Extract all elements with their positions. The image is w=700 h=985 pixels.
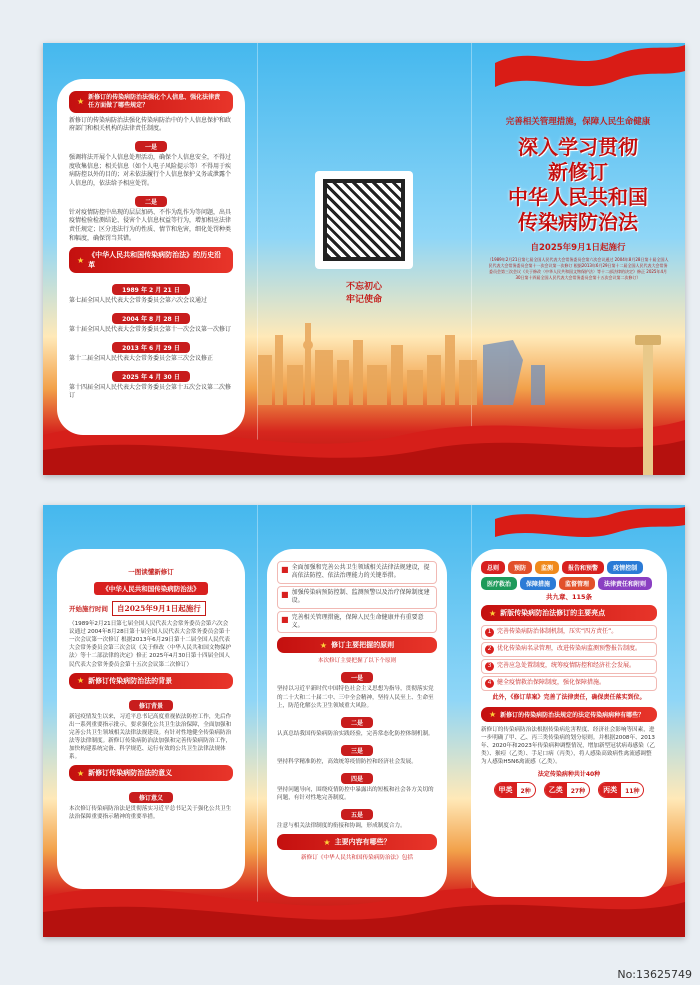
star-icon: ★ bbox=[77, 96, 85, 106]
chapter-count: 共九章、115条 bbox=[545, 593, 593, 601]
sub-label: 修订背景 bbox=[129, 700, 173, 711]
cover-title-line: 深入学习贯彻 bbox=[518, 135, 638, 159]
history-date-wrap bbox=[69, 364, 233, 384]
principle-label: 五是 bbox=[341, 809, 373, 820]
section-header bbox=[69, 247, 233, 273]
section-title: 主要内容有哪些？ bbox=[334, 838, 391, 847]
star-icon: ■ bbox=[281, 565, 289, 574]
principle-text: 认真总结我国传染病防治实践经验，完善常态化防控体制机制。 bbox=[277, 730, 434, 737]
disease-class-count: 2种 bbox=[520, 787, 531, 795]
key-point-text: 加强传染病预防控制、监测预警以及治疗保障制度建设。 bbox=[291, 588, 430, 605]
history-list bbox=[69, 277, 233, 400]
section-title: 新修订传染病防治法的背景 bbox=[88, 676, 173, 685]
huabiao-pillar-illustration bbox=[633, 325, 663, 475]
principle-text: 坚持以习近平新时代中国特色社会主义思想为指导，贯彻落实党的二十大和二十届二中、三中全会精神，坚持人民至上、生命至上，防范化解公共卫生领域重大风险。 bbox=[277, 686, 434, 709]
disease-classes bbox=[481, 782, 657, 798]
section-title: 新修订传染病防治法的意义 bbox=[88, 769, 173, 778]
section-header bbox=[69, 673, 233, 689]
key-point bbox=[277, 586, 437, 609]
section-title: 新版传染病防治法修订的主要亮点 bbox=[500, 609, 606, 617]
highlight-item bbox=[481, 676, 657, 691]
history-text: 第十届全国人民代表大会常务委员会第十一次会议第一次修订 bbox=[69, 326, 232, 334]
highlight-text: 完善应急处置制度，统筹疫情防控和经济社会发展。 bbox=[497, 662, 636, 669]
star-icon: ■ bbox=[281, 589, 289, 599]
history-date-wrap bbox=[69, 277, 233, 297]
chapter-tag: 保障措施 bbox=[520, 577, 556, 590]
panel-left-card bbox=[57, 549, 245, 889]
key-points-list bbox=[277, 561, 437, 633]
cover-title-line: 新修订 bbox=[548, 160, 608, 184]
banner-line: 一图读懂新修订 bbox=[128, 568, 174, 576]
legal-history-text: （1989年2月21日第七届全国人民代表大会常务委员会第六次会议通过 2004年8月28日第十届全国人民代表大会常务委员会第十一次会议第一次修订 根据2013年6月29日第十二届全国人民代表大会常务委员会第三次会议《关于修改〈中华人民共和国文物保护法〉等十二部法律的决定》修正 2025年4月30日第十四届全国人民代表大会常务委员会第十五次会议第二次修订） bbox=[69, 621, 232, 668]
stamp-value: 自2025年9月1日起施行 bbox=[112, 601, 206, 616]
chapter-tag: 总则 bbox=[481, 561, 505, 574]
key-point-text: 完善相关管理措施，保障人民生命健康并有重要意义。 bbox=[291, 613, 424, 629]
intro-text: 新修订的传染病防治法强化传染病防治中的个人信息保护和政府部门和相关机构的法律责任制度。 bbox=[69, 116, 232, 133]
chapter-tag: 法律责任和附则 bbox=[598, 577, 652, 590]
content-text: 新修订《中华人民共和国传染病防治法》包括 bbox=[301, 855, 413, 862]
disease-class-name: 乙类 bbox=[545, 783, 567, 797]
effective-date: 自2025年9月1日起施行 bbox=[530, 243, 626, 253]
star-icon: ★ bbox=[319, 640, 328, 650]
watermark-id: No:13625749 bbox=[617, 968, 692, 981]
principle-label: 三是 bbox=[341, 745, 373, 756]
cover-title-line: 中华人民共和国 bbox=[508, 185, 648, 209]
chapter-tag: 疫情控制 bbox=[607, 561, 643, 574]
history-item bbox=[69, 335, 233, 364]
classification-total: 法定传染病种共计40种 bbox=[537, 771, 601, 779]
banner-line: 《中华人民共和国传染病防治法》 bbox=[94, 582, 208, 595]
history-date: 2025 年 4 月 30 日 bbox=[112, 371, 190, 382]
star-icon: ★ bbox=[323, 837, 331, 847]
principle-text: 坚持科学精准防控，高效统筹疫情防控和经济社会发展。 bbox=[277, 758, 417, 765]
significance-text: 本次修订传染病防治法是贯彻落实习近平总书记关于强化公共卫生法治保障重要指示精神的重要举措。 bbox=[69, 806, 232, 821]
banner-block bbox=[69, 567, 233, 595]
star-icon: ★ bbox=[489, 709, 497, 719]
star-icon: ★ bbox=[489, 608, 497, 618]
highlight-text: 优化传染病名录管理，改进传染病监测预警报告制度。 bbox=[497, 645, 642, 652]
principle-text: 坚持问题导向，围绕疫情防控中暴露出的短板和社会各方关切的问题，有针对性地完善制度。 bbox=[277, 787, 434, 802]
disease-class bbox=[598, 782, 644, 798]
key-point-text: 全面加强和完善公共卫生领域相关法律法规建设，提高依法防控、依法治理能力的关键举措。 bbox=[291, 564, 430, 580]
section-title: 新修订的传染病防治法强化个人信息、强化法律责任方面做了哪些规定？ bbox=[88, 94, 221, 109]
history-date-wrap bbox=[69, 335, 233, 355]
highlight-number: 2 bbox=[485, 645, 494, 654]
history-item bbox=[69, 277, 233, 306]
history-item bbox=[69, 364, 233, 401]
highlights-list bbox=[481, 625, 657, 691]
history-date: 1989 年 2 月 21 日 bbox=[112, 284, 190, 295]
panel-right-card bbox=[471, 549, 667, 897]
principle-label: 二是 bbox=[341, 717, 373, 728]
chapter-tags bbox=[481, 561, 657, 590]
principle-label-wrap bbox=[277, 802, 437, 822]
stamp-label: 开始施行时间 bbox=[69, 605, 108, 613]
disease-class-name: 甲类 bbox=[495, 783, 517, 797]
principle-label-wrap bbox=[277, 665, 437, 685]
red-flag-ribbon bbox=[495, 505, 685, 545]
highlight-text: 完善传染病防治体制机制，压实“四方责任”。 bbox=[497, 628, 618, 635]
star-icon: ★ bbox=[77, 676, 85, 686]
section-header bbox=[69, 765, 233, 781]
cover-panel bbox=[481, 115, 675, 281]
principle-label-wrap bbox=[277, 738, 437, 758]
chapter-tag: 报告和预警 bbox=[562, 561, 604, 574]
summary-text: 此外，《修订草案》完善了法律责任，确保责任落实到位。 bbox=[492, 694, 646, 701]
key-point bbox=[277, 611, 437, 634]
point-label: 二是 bbox=[135, 196, 167, 207]
section-title: 修订主要把握的原则 bbox=[331, 641, 395, 650]
star-icon: ★ bbox=[77, 768, 85, 778]
panel-middle-card bbox=[267, 549, 447, 897]
principle-label-wrap bbox=[277, 710, 437, 730]
highlight-text: 健全疫情救治保障制度，强化保障措施。 bbox=[497, 679, 606, 686]
history-item bbox=[69, 306, 233, 335]
principles-list bbox=[277, 665, 437, 830]
point-text: 强调将法开展个人信息处理活动，确保个人信息安全，不得过度收集信息；相关信息（如个人电子风险提示等）不得用于疾病防控以外的目的；对未依法履行个人信息保护义务或泄露个人信息的，依法给予相应处罚。 bbox=[69, 153, 232, 188]
cover-legal-history: （1989年2月21日第七届全国人民代表大会常务委员会第六次会议通过 2004年8月28日第十届全国人民代表大会常务委员会第十一次会议第一次修订 根据2013年6月29日第十二届全国人民代表大会常务委员会第三次会议《关于修改〈中华人民共和国文物保护法〉等十二部法律的决定》修正 2025年4月30日第十四届全国人民代表大会常务委员会第十五次会议第二次修订） bbox=[487, 257, 669, 280]
point-label: 一是 bbox=[135, 141, 167, 152]
highlight-number: 3 bbox=[485, 662, 494, 671]
principle-label: 四是 bbox=[341, 773, 373, 784]
brochure-inside-sheet bbox=[43, 505, 685, 937]
qr-code-icon bbox=[323, 179, 405, 261]
section-header bbox=[69, 91, 233, 113]
highlight-number: 4 bbox=[485, 679, 494, 688]
panel-left-card bbox=[57, 79, 245, 435]
section-title: 新修订的传染病防治法规定的法定传染病病种有哪些？ bbox=[500, 711, 645, 719]
effective-stamp bbox=[69, 601, 233, 616]
star-icon: ★ bbox=[77, 255, 85, 265]
brochure-front-sheet bbox=[43, 43, 685, 475]
principle-label-wrap bbox=[277, 766, 437, 786]
principle-text: 注意与相关法律制度的衔接和协调，形成制度合力。 bbox=[277, 823, 406, 830]
history-date: 2004 年 8 月 28 日 bbox=[112, 313, 190, 324]
classification-text: 新修订的传染病防治法根据传染病危害程度、经济社会影响等因素，进一步明确了甲、乙、丙三类传染病的划分原则。并根据2008年、2013年、2020年和2023年传染病种调整情况，增加新型冠状病毒感染（乙类）、猴痘（乙类）、手足口病（丙类），将人感染高致病性禽流感调整为人感染H5N6禽流感（乙类）。 bbox=[481, 726, 655, 766]
principle-label: 一是 bbox=[341, 672, 373, 683]
chapter-tag: 监督管理 bbox=[559, 577, 595, 590]
disease-class bbox=[494, 782, 536, 798]
history-date-wrap bbox=[69, 306, 233, 326]
highlight-number: 1 bbox=[485, 628, 494, 637]
history-date: 2013 年 6 月 29 日 bbox=[112, 342, 190, 353]
chapter-tag: 监测 bbox=[535, 561, 559, 574]
qr-block bbox=[299, 171, 429, 306]
disease-class-count: 11种 bbox=[625, 787, 640, 795]
section-header bbox=[481, 707, 657, 722]
history-text: 第十二届全国人民代表大会常务委员会第三次会议修正 bbox=[69, 354, 214, 362]
highlight-item bbox=[481, 625, 657, 640]
red-flag-ribbon bbox=[495, 43, 685, 103]
point-text: 针对疫情防控中出现的层层加码、不作为乱作为等问题，出具疫情检验检测结论、侵害个人信息权益等行为，增加相应法律责任规定；区分违法行为的性质、情节和危害，细化处罚种类和幅度，确保罚当其错。 bbox=[69, 208, 232, 242]
star-icon: ■ bbox=[281, 614, 289, 624]
key-point bbox=[277, 561, 437, 584]
principle-intro: 本次修订主要把握了以下个原则 bbox=[317, 658, 397, 665]
qr-frame bbox=[315, 171, 413, 269]
section-title: 《中华人民共和国传染病防治法》的历史沿革 bbox=[88, 251, 222, 270]
highlight-item bbox=[481, 642, 657, 657]
highlight-item bbox=[481, 659, 657, 674]
chapter-tag: 医疗救治 bbox=[481, 577, 517, 590]
section-header bbox=[277, 637, 437, 653]
section-header bbox=[481, 605, 657, 621]
sub-label: 修订意义 bbox=[129, 792, 173, 803]
chapter-tag: 预防 bbox=[508, 561, 532, 574]
disease-class-count: 27种 bbox=[570, 787, 586, 795]
slogan-line: 不忘初心 bbox=[345, 282, 382, 292]
cover-subtitle: 完善相关管理措施，保障人民生命健康 bbox=[505, 117, 651, 127]
history-text: 第七届全国人民代表大会常务委员会第六次会议通过 bbox=[69, 297, 208, 305]
section-header bbox=[277, 834, 437, 850]
history-text: 第十四届全国人民代表大会常务委员会第十五次会议第二次修订 bbox=[69, 383, 232, 400]
disease-class bbox=[544, 782, 590, 798]
background-text: 新冠疫情发生以来，习近平总书记高度重视依法防控工作，先后作出一系列重要指示批示，要求强化公共卫生法治保障，全面加强和完善公共卫生领域相关法律法规建设。有针对性地健全传染病防治法等法律制度。新修订传染病防治法加强和完善传染病防治工作，加快构建系统完备、科学规范、运行有效的公共卫生法律法规体系。 bbox=[69, 713, 232, 761]
cover-title-line: 传染病防治法 bbox=[518, 210, 638, 234]
disease-class-name: 丙类 bbox=[599, 783, 621, 797]
slogan-line: 牢记使命 bbox=[345, 294, 382, 305]
